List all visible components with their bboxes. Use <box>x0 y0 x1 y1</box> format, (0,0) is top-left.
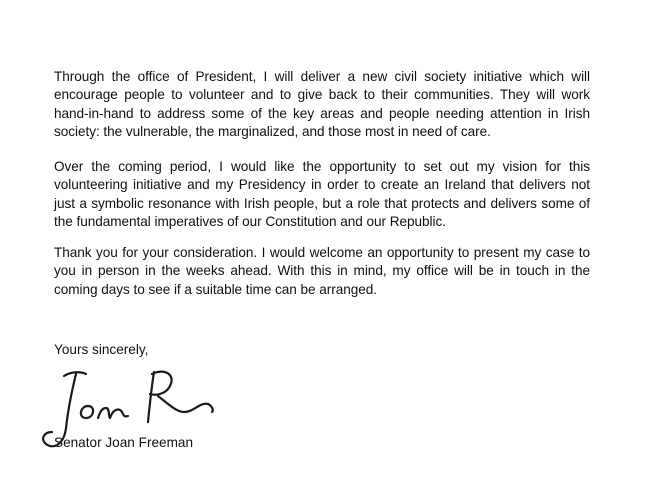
paragraph-thanks: Thank you for your consideration. I would welcome an opportunity to present my case to you in person in the weeks ahead. With this in mind, my office will be in touch in the coming days to see if a suitable time can be arranged. <box>54 245 590 297</box>
paragraph-intro: Through the office of President, I will deliver a new civil society initiative which will encourage people to volunteer and to give back to their communities. They will work hand-in-hand to address some of the key areas and people needing attention in Irish society: the vulnerable, the marginalized, and those most in need of care. <box>54 69 590 140</box>
closing-salutation: Yours sincerely, <box>54 342 149 357</box>
paragraph-vision: Over the coming period, I would like the opportunity to set out my vision for this volunteering initiative and my Presidency in order to create an Ireland that delivers not just a symbolic resonance with Irish people, but a role that protects and delivers some of the fundamental imperatives of our Constitution and our Republic. <box>54 159 590 230</box>
signer-name: Senator Joan Freeman <box>54 435 194 450</box>
